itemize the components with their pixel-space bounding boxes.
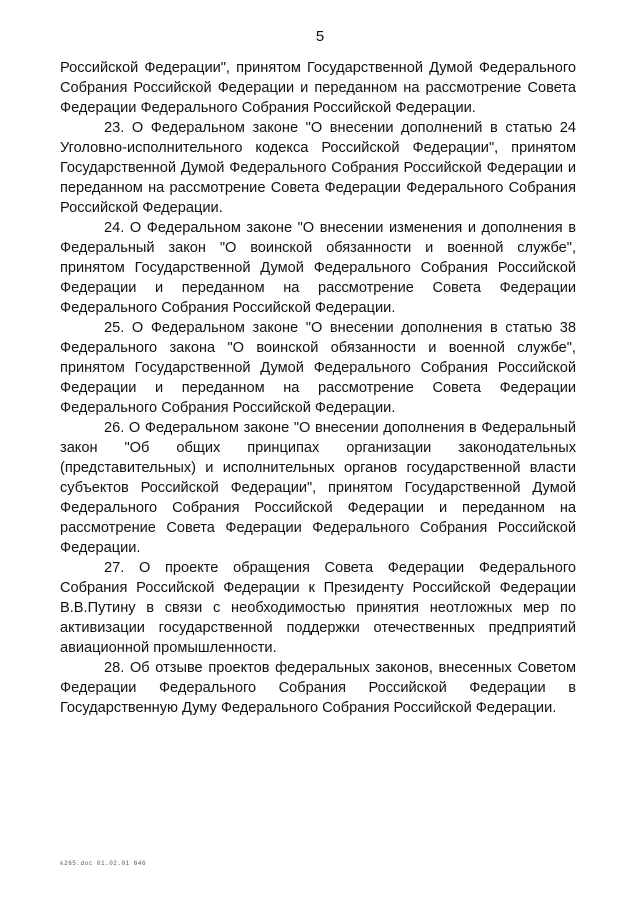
paragraph-continuation: Российской Федерации", принятом Государственной Думой Федерального Собрания Российской Федерации и переданном на рассмотрение Совета Федерации Федерального Собрания Российской Федерации. <box>60 60 576 116</box>
footer-file-code: k265.doc 01.02.01 646 <box>60 860 147 867</box>
paragraph-item-28: 28. Об отзыве проектов федеральных законов, внесенных Советом Федерации Федерального Собрания Российской Федерации в Государственную Думу Федерального Собрания Российской Федерации. <box>60 660 576 716</box>
paragraph-item-24: 24. О Федеральном законе "О внесении изменения и дополнения в Федеральный закон "О воинской обязанности и военной службе", принятом Государственной Думой Федерального Собрания Российской Федерации и переданном на рассмотрение Совета Федерации Федерального Собрания Российской Федерации. <box>60 220 576 316</box>
paragraph-item-26: 26. О Федеральном законе "О внесении дополнения в Федеральный закон "Об общих принципах организации законодательных (представительных) и исполнительных органов государственной власти субъектов Российской Федерации", принятом Государственной Думой Федерального Собрания Российской Федерации и переданном на рассмотрение Совета Федерации Федерального Собрания Российской Федерации. <box>60 420 576 556</box>
paragraph-item-23: 23. О Федеральном законе "О внесении дополнений в статью 24 Уголовно-исполнительного кодекса Российской Федерации", принятом Государственной Думой Федерального Собрания Российской Федерации и переданном на рассмотрение Совета Федерации Федерального Собрания Российской Федерации. <box>60 120 576 216</box>
paragraph-item-27: 27. О проекте обращения Совета Федерации Федерального Собрания Российской Федерации к Президенту Российской Федерации В.В.Путину в связи с необходимостью принятия неотложных мер по активизации государственной поддержки отечественных предприятий авиационной промышленности. <box>60 560 576 656</box>
page-number: 5 <box>315 28 325 45</box>
paragraph-item-25: 25. О Федеральном законе "О внесении дополнения в статью 38 Федерального закона "О воинской обязанности и военной службе", принятом Государственной Думой Федерального Собрания Российской Федерации и переданном на рассмотрение Совета Федерации Федерального Собрания Российской Федерации. <box>60 320 576 416</box>
document-body <box>60 58 576 718</box>
